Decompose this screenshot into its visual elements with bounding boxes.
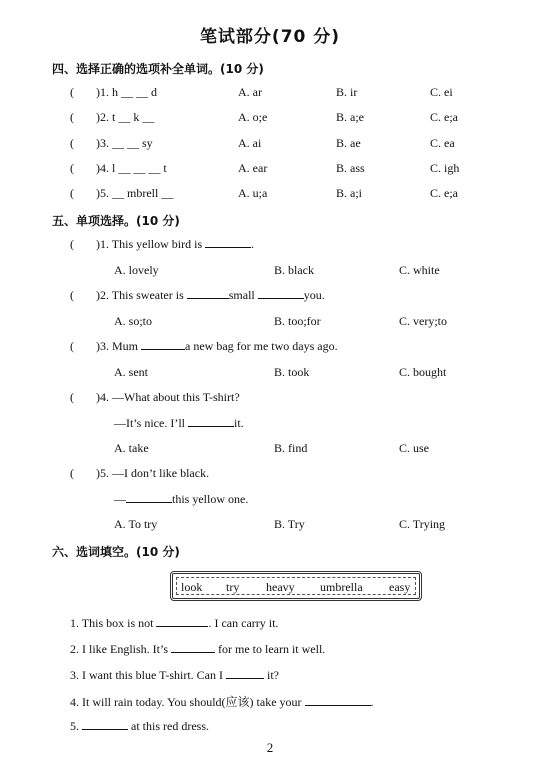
- question-4-reply: [114, 416, 244, 431]
- question-text: —: [114, 492, 126, 506]
- answer-blank[interactable]: [258, 288, 304, 299]
- question-text: 1. This box is not: [70, 616, 154, 630]
- section-five-heading: 五、单项选择。(10 分): [52, 214, 180, 228]
- option-a: A. lovely: [114, 263, 159, 277]
- sentence-1: [70, 616, 278, 631]
- answer-paren[interactable]: (: [70, 136, 74, 150]
- answer-paren[interactable]: (: [70, 110, 74, 124]
- question-text: this yellow one.: [172, 492, 249, 506]
- question-3: [96, 339, 338, 354]
- answer-blank[interactable]: [226, 668, 264, 679]
- word-bank-item: try: [226, 580, 240, 594]
- page-number: 2: [266, 740, 274, 755]
- answer-paren[interactable]: (: [70, 237, 74, 251]
- question-text: )3. __ __ sy: [96, 136, 153, 150]
- page-title: 笔试部分(70 分): [199, 27, 341, 47]
- option-c: C. igh: [430, 161, 460, 175]
- section-six-heading: 六、选词填空。(10 分): [52, 545, 180, 559]
- option-a: A. o;e: [238, 110, 268, 124]
- option-a: A. ai: [238, 136, 262, 150]
- answer-blank[interactable]: [82, 719, 128, 730]
- option-c: C. e;a: [430, 186, 458, 200]
- option-a: A. u;a: [238, 186, 268, 200]
- question-1: [96, 237, 254, 252]
- option-a: A. sent: [114, 365, 148, 379]
- option-b: B. a;i: [336, 186, 362, 200]
- sentence-3: [70, 668, 279, 683]
- option-a: A. ar: [238, 85, 262, 99]
- answer-paren[interactable]: (: [70, 288, 74, 302]
- option-c: C. bought: [399, 365, 447, 379]
- question-5-reply: [114, 492, 248, 507]
- answer-blank[interactable]: [156, 616, 208, 627]
- question-text: you.: [303, 288, 325, 302]
- option-a: A. ear: [238, 161, 268, 175]
- question-text: )5. __ mbrell __: [96, 186, 174, 200]
- option-b: B. ae: [336, 136, 361, 150]
- option-c: C. white: [399, 263, 440, 277]
- option-c: C. use: [399, 441, 429, 455]
- question-text: )2. t __ k __: [96, 110, 155, 124]
- word-bank-item: umbrella: [320, 580, 363, 594]
- option-b: B. ir: [336, 85, 358, 99]
- option-c: C. e;a: [430, 110, 458, 124]
- question-text: )3. Mum: [96, 339, 138, 353]
- answer-blank[interactable]: [305, 695, 371, 706]
- answer-blank[interactable]: [188, 416, 234, 427]
- question-text: 4. It will rain today. You should(应该) take your: [70, 695, 302, 709]
- question-text: .: [251, 237, 255, 251]
- question-text: a new bag for me two days ago.: [185, 339, 338, 353]
- question-text: )1. This yellow bird is: [96, 237, 203, 251]
- sentence-2: [70, 642, 325, 657]
- question-text: at this red dress.: [131, 719, 209, 733]
- question-text: . I can carry it.: [208, 616, 279, 630]
- answer-paren[interactable]: (: [70, 85, 74, 99]
- word-bank-item: easy: [389, 580, 411, 594]
- question-text: it.: [233, 416, 244, 430]
- answer-blank[interactable]: [141, 339, 185, 350]
- question-text: 5.: [70, 719, 79, 733]
- answer-blank[interactable]: [171, 642, 215, 653]
- word-bank-item: look: [181, 580, 203, 594]
- option-c: C. Trying: [399, 517, 446, 531]
- sentence-4: [70, 693, 374, 710]
- option-b: B. too;for: [274, 314, 321, 328]
- option-c: C. ei: [430, 85, 453, 99]
- question-text: it?: [267, 668, 279, 682]
- option-a: A. To try: [114, 517, 158, 531]
- question-text: )5. —I don’t like black.: [96, 466, 210, 480]
- answer-paren[interactable]: (: [70, 466, 74, 480]
- question-text: .: [370, 695, 374, 709]
- answer-blank[interactable]: [187, 288, 229, 299]
- question-text: 2. I like English. It’s: [70, 642, 168, 656]
- answer-blank[interactable]: [126, 492, 172, 503]
- answer-paren[interactable]: (: [70, 390, 74, 404]
- option-b: B. ass: [336, 161, 365, 175]
- option-c: C. ea: [430, 136, 455, 150]
- answer-paren[interactable]: (: [70, 186, 74, 200]
- option-c: C. very;to: [399, 314, 447, 328]
- sentence-5: [70, 719, 209, 734]
- answer-paren[interactable]: (: [70, 339, 74, 353]
- answer-blank[interactable]: [205, 237, 251, 248]
- option-b: B. took: [274, 365, 310, 379]
- question-text: for me to learn it well.: [218, 642, 326, 656]
- option-b: B. black: [274, 263, 314, 277]
- answer-paren[interactable]: (: [70, 161, 74, 175]
- section-four-heading: 四、选择正确的选项补全单词。(10 分): [52, 62, 264, 76]
- question-text: small: [228, 288, 255, 302]
- question-text: )1. h __ __ d: [96, 85, 157, 99]
- word-bank: [170, 571, 422, 601]
- option-a: A. take: [114, 441, 149, 455]
- question-text: )2. This sweater is: [96, 288, 184, 302]
- word-bank-item: heavy: [266, 580, 295, 594]
- question-text: —It’s nice. I’ll: [114, 416, 185, 430]
- option-b: B. a;e: [336, 110, 364, 124]
- option-a: A. so;to: [114, 314, 153, 328]
- option-b: B. find: [274, 441, 308, 455]
- question-text: 3. I want this blue T-shirt. Can I: [70, 668, 223, 682]
- question-text: )4. —What about this T-shirt?: [96, 390, 240, 404]
- option-b: B. Try: [274, 517, 305, 531]
- question-2: [96, 288, 325, 303]
- question-text: )4. l __ __ __ t: [96, 161, 167, 175]
